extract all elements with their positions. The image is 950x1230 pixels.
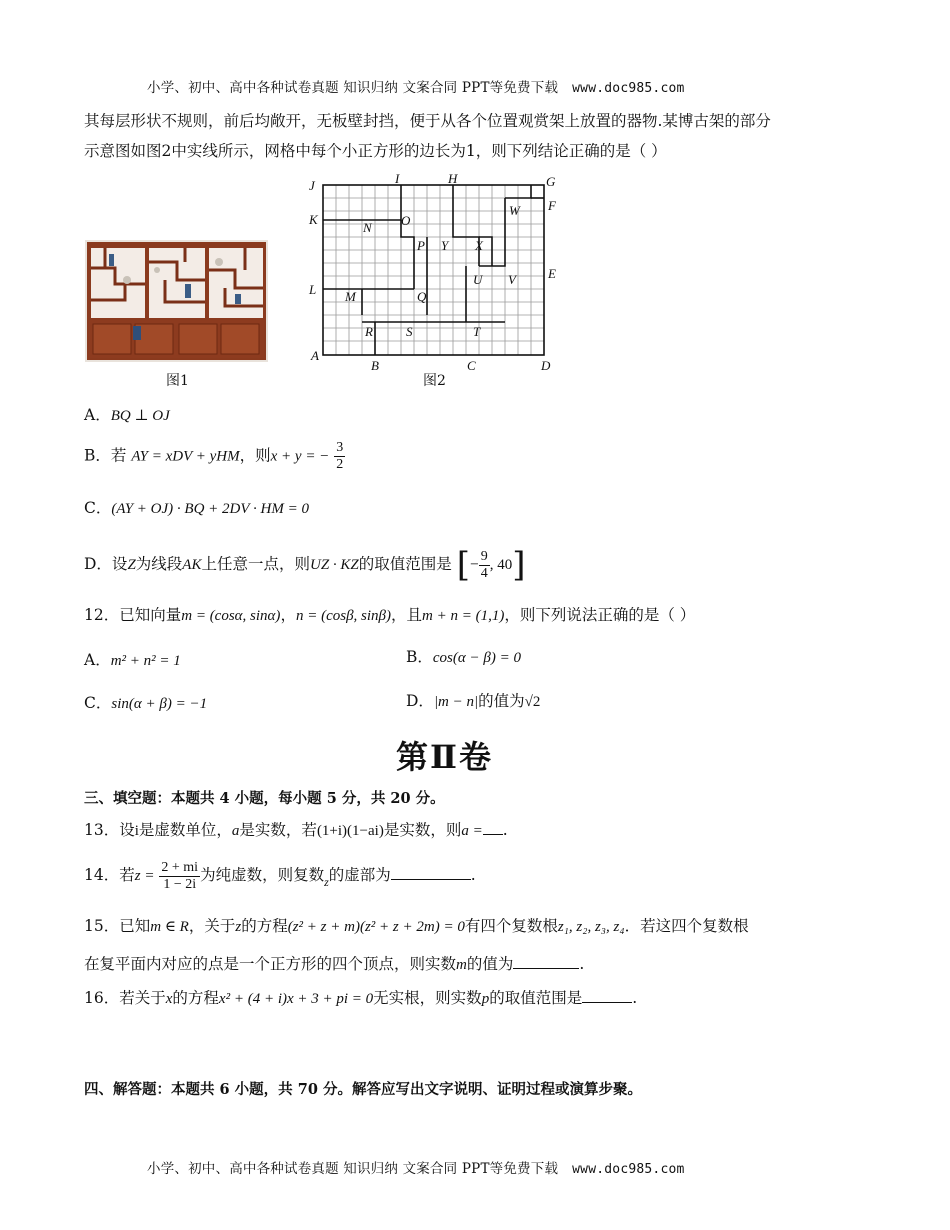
math-expr: (z² + z + m)(z² + z + 2m) = 0 (287, 919, 465, 935)
svg-text:G: G (546, 174, 556, 189)
svg-text:P: P (417, 238, 425, 253)
svg-text:L: L (309, 282, 317, 297)
q12-option-d (406, 689, 540, 711)
question-text: 的虚部为 (328, 866, 391, 884)
question-text: . (502, 821, 508, 839)
question-text: 是实数，则 (383, 821, 462, 839)
svg-text:H: H (448, 171, 458, 186)
option-text: ，则 (239, 446, 271, 465)
q13 (84, 815, 508, 846)
question-text: ，则下列说法正确的是（ ） (504, 606, 696, 624)
svg-text:Q: Q (417, 289, 427, 304)
option-label: A． (84, 651, 111, 669)
figure-2-caption: 图2 (423, 373, 446, 389)
answer-blank[interactable] (513, 954, 579, 969)
math-expr: i (134, 823, 139, 839)
q12-option-a (84, 648, 181, 670)
option-text: 上任意一点，则 (201, 555, 310, 573)
q16 (84, 983, 637, 1014)
q11-option-c (84, 496, 309, 518)
question-text: 有四个复数根 (464, 917, 558, 935)
page-header (147, 76, 685, 96)
option-expr: √2 (524, 694, 541, 710)
q12-option-c (84, 691, 207, 713)
option-text: 为线段 (135, 555, 183, 573)
denominator: 2 (336, 457, 344, 472)
question-text: 14．若 (84, 866, 135, 884)
option-expr: Z (127, 557, 136, 573)
header-text: 小学、初中、高中各种试卷真题 知识归纳 文案合同 PPT等免费下载 (147, 80, 559, 96)
footer-text: 小学、初中、高中各种试卷真题 知识归纳 文案合同 PPT等免费下载 (147, 1161, 559, 1177)
svg-text:C: C (467, 358, 476, 373)
grid-diagram (305, 170, 570, 375)
section-4-heading: 四、解答题：本题共 6 小题，共 70 分。解答应写出文字说明、证明过程或演算步聚。 (84, 1081, 642, 1098)
option-expr: cos(α − β) = 0 (432, 650, 521, 666)
numerator: 9 (480, 548, 488, 564)
fraction (159, 860, 200, 893)
svg-text:Y: Y (441, 238, 449, 253)
math-expr: z (235, 919, 242, 935)
option-expr: AY = xDV + yHM (131, 448, 240, 465)
range-end: , 40 (489, 557, 513, 573)
svg-text:S: S (406, 324, 413, 339)
question-text: . (632, 989, 638, 1007)
numerator: 3 (336, 440, 344, 455)
svg-text:V: V (508, 272, 516, 287)
option-expr: m² + n² = 1 (110, 653, 181, 669)
option-expr: (AY + OJ) · BQ + 2DV · HM = 0 (111, 501, 309, 517)
svg-text:K: K (309, 212, 318, 227)
math-expr: p (481, 991, 490, 1007)
question-text: . (470, 866, 476, 884)
option-label: C． (84, 499, 112, 517)
math-expr: x² + (4 + i)x + 3 + pi = 0 (218, 991, 374, 1007)
option-text: 的取值范围是 (358, 555, 452, 573)
question-text: ，关于 (188, 917, 236, 935)
intro-line-2: 示意图如图2中实线所示，网格中每个小正方形的边长为1，则下列结论正确的是（ ） (84, 142, 667, 160)
option-expr: sin(α + β) = −1 (111, 696, 208, 712)
svg-text:B: B (371, 358, 379, 373)
math-expr: n = (cosβ, sinβ) (295, 608, 392, 624)
svg-text:U: U (473, 272, 483, 287)
question-text: ．若这四个复数根 (624, 917, 749, 935)
svg-text:F: F (548, 198, 556, 213)
svg-text:O: O (401, 213, 411, 228)
math-expr: a (231, 823, 240, 839)
svg-text:J: J (309, 178, 315, 193)
q12-option-b (406, 645, 521, 667)
answer-blank[interactable] (391, 865, 471, 880)
svg-text:E: E (548, 266, 556, 281)
question-text: 15．已知 (84, 917, 151, 935)
math-expr: x (165, 991, 173, 1007)
question-text: 的值为 (466, 955, 514, 973)
q11-option-b (84, 440, 345, 473)
option-label: C． (84, 694, 112, 712)
svg-text:T: T (473, 324, 481, 339)
antique-shelf-image (85, 240, 268, 362)
part-title: 第Ⅱ卷 (396, 738, 493, 776)
question-text: 是实数，若 (239, 821, 317, 839)
svg-text:X: X (475, 238, 483, 253)
denominator: 4 (480, 565, 488, 581)
option-expr: UZ · KZ (309, 557, 359, 573)
question-text: 无实根，则实数 (373, 989, 482, 1007)
q15-line-2 (84, 949, 584, 980)
question-text: 的方程 (172, 989, 219, 1007)
answer-blank[interactable] (483, 820, 503, 835)
q15-line-1 (84, 911, 749, 942)
math-expr: z = (134, 868, 155, 884)
svg-text:I: I (395, 171, 400, 186)
question-text: ， (280, 606, 296, 624)
svg-text:A: A (311, 348, 319, 363)
numerator: 2 + mi (161, 859, 199, 875)
question-text: 16．若关于 (84, 989, 166, 1007)
svg-text:M: M (345, 289, 356, 304)
option-expr: x + y = − (270, 448, 330, 465)
math-expr: z₁, z₂, z₃, z₄ (557, 919, 625, 935)
page-footer (147, 1157, 685, 1177)
figure-1-caption: 图1 (166, 373, 189, 389)
svg-text:W: W (509, 203, 520, 218)
math-expr: m + n = (1,1) (422, 608, 505, 624)
q14 (84, 853, 476, 904)
option-expr: |m − n| (433, 694, 479, 710)
svg-text:N: N (363, 220, 372, 235)
question-text: 的方程 (241, 917, 288, 935)
math-expr: m = (cosα, sinα) (181, 608, 281, 624)
figure-2-grid (305, 170, 570, 375)
option-text: 的值为 (478, 692, 525, 710)
question-text: 12．已知向量 (84, 606, 182, 624)
question-text: 是虚数单位， (138, 821, 232, 839)
math-expr: (1+i)(1−ai) (316, 823, 384, 839)
option-label: A． (84, 406, 111, 424)
fraction (334, 440, 345, 473)
svg-text:D: D (541, 358, 551, 373)
math-expr: a = (461, 823, 483, 839)
section-3-heading: 三、填空题：本题共 4 小题，每小题 5 分，共 20 分。 (84, 790, 445, 807)
option-label: D． (406, 692, 434, 710)
fraction (479, 549, 490, 582)
figure-1-photo (85, 240, 268, 362)
q11-option-d: D．设Z为线段AK上任意一点，则UZ · KZ的取值范围是 [− $\frac{9}{4}$ , 40] (84, 545, 526, 585)
option-expr: BQ ⊥ OJ (110, 408, 170, 424)
option-label: B．若 (84, 446, 127, 465)
option-label: B． (406, 648, 433, 666)
svg-text:R: R (365, 324, 373, 339)
intro-line-1: 其每层形状不规则，前后均敞开，无板壁封挡，便于从各个位置观赏架上放置的器物.某博古架的部分 (84, 112, 771, 130)
math-expr: m ∈ R (150, 919, 189, 935)
option-label: D．设 (84, 555, 128, 573)
answer-blank[interactable] (582, 988, 632, 1003)
question-text: 的取值范围是 (489, 989, 583, 1007)
question-text: 在复平面内对应的点是一个正方形的四个顶点，则实数 (84, 955, 457, 973)
math-expr: m (456, 957, 467, 973)
q12-stem (84, 603, 695, 625)
q11-option-a (84, 403, 170, 425)
question-text: ，且 (391, 606, 423, 624)
question-text: 为纯虚数，则复数 (200, 866, 325, 884)
denominator: 1 − 2i (163, 876, 197, 892)
header-site: www.doc985.com (572, 81, 685, 96)
question-text: 13．设 (84, 821, 135, 839)
footer-site: www.doc985.com (572, 1162, 685, 1177)
option-expr: AK (182, 557, 202, 573)
math-expr: z (324, 875, 329, 889)
question-text: . (579, 955, 585, 973)
